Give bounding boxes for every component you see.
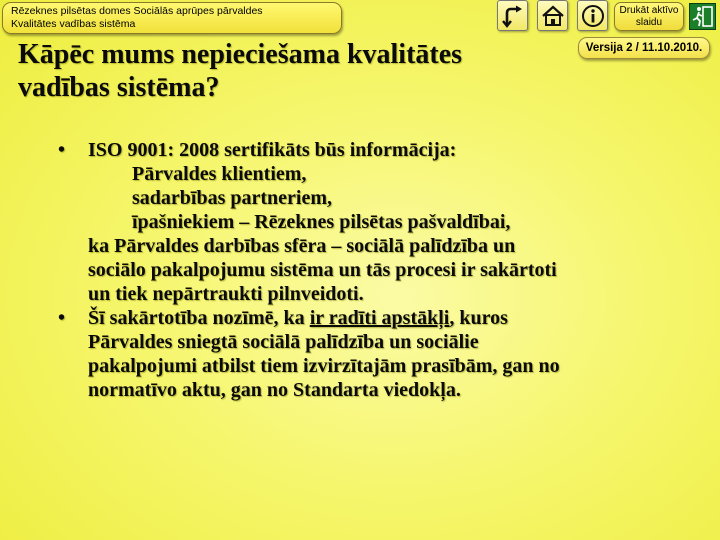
bullet2-underlined: ir radīti apstākļi — [309, 307, 450, 329]
home-button[interactable] — [537, 0, 568, 31]
exit-button[interactable] — [689, 3, 716, 30]
bullet1-intro: ISO 9001: 2008 sertifikāts būs informācija: — [88, 139, 457, 161]
header-line-1: Rēzeknes pilsētas domes Sociālās aprūpes pārvaldes — [11, 5, 263, 17]
bullet-iso-certificate — [58, 138, 708, 306]
print-label-line-1: Drukāt aktīvo — [619, 5, 679, 16]
bullet-orderliness — [58, 306, 708, 402]
print-active-slide-button[interactable] — [614, 2, 684, 31]
bullet1-item-owners: īpašniekiem – Rēzeknes pilsētas pašvaldībai, — [132, 211, 511, 233]
bullet1-continuation-2: sociālo pakalpojumu sistēma un tās procesi ir sakārtoti — [88, 259, 557, 281]
bullet1-item-clients: Pārvaldes klientiem, — [132, 163, 307, 185]
slide-content — [58, 138, 708, 402]
print-label-line-2: slaidu — [635, 17, 663, 28]
bullet2-first-line — [88, 306, 708, 330]
title-line-1: Kāpēc mums nepieciešama kvalitātes — [18, 39, 463, 70]
bullet1-continuation-1: ka Pārvaldes darbības sfēra – sociālā palīdzība un — [88, 235, 516, 257]
bullet1-item-partners: sadarbības partneriem, — [132, 187, 332, 209]
exit-door-icon — [690, 4, 715, 29]
home-icon — [541, 4, 565, 28]
bullet1-continuation-3: un tiek nepārtraukti pilnveidoti. — [88, 283, 364, 305]
info-icon — [581, 4, 605, 28]
bullet2-line-3: normatīvo aktu, gan no Standarta viedokļa. — [88, 379, 461, 401]
bullet2-post: , kuros — [449, 307, 508, 329]
return-button[interactable] — [497, 0, 528, 31]
version-badge: Versija 2 / 11.10.2010. — [578, 37, 710, 59]
title-line-2: vadības sistēma? — [18, 72, 220, 103]
slide-title — [18, 38, 578, 104]
header-line-2: Kvalitātes vadības sistēma — [11, 18, 136, 30]
info-button[interactable] — [577, 0, 608, 31]
bullet2-line-2: pakalpojumi atbilst tiem izvirzītajām prasībām, gan no — [88, 355, 560, 377]
presentation-header — [2, 2, 342, 34]
bullet2-pre: Šī sakārtotība nozīmē, ka — [88, 307, 310, 329]
bullet2-line-1: Pārvaldes sniegtā sociālā palīdzība un sociālie — [88, 331, 479, 353]
bullet-marker: • — [58, 139, 66, 161]
bullet-marker: • — [58, 307, 66, 329]
return-arrow-icon — [501, 4, 525, 28]
